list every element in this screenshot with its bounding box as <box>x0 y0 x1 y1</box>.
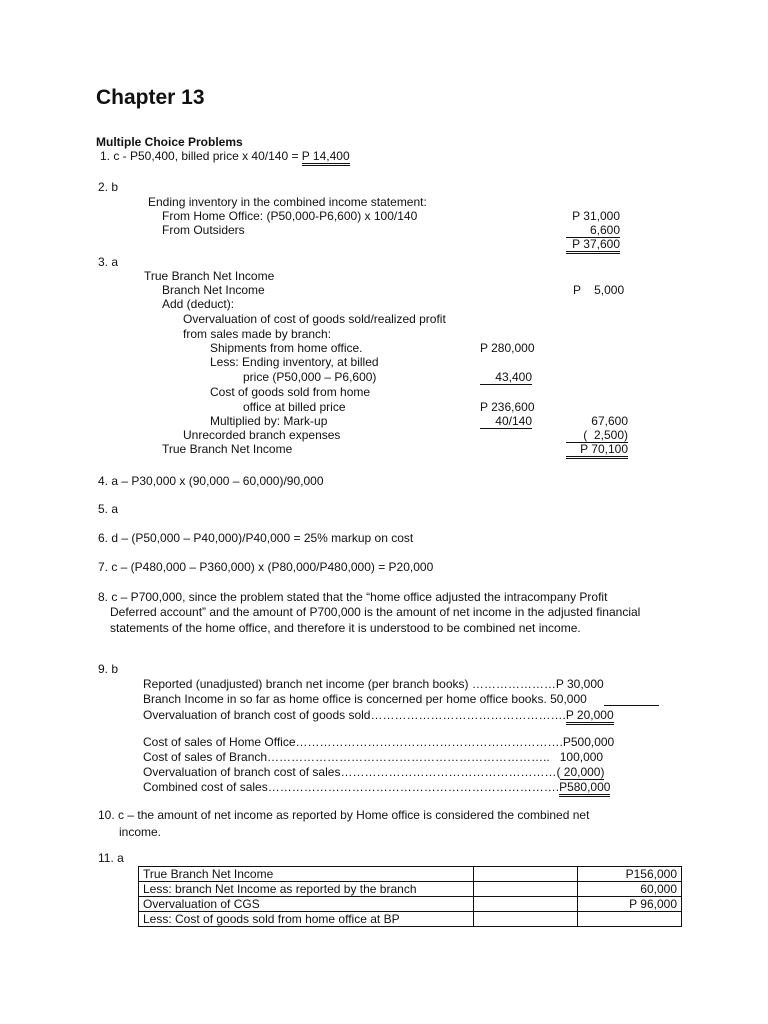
q9-overval: Overvaluation of branch cost of goods sold………………………………………….P 20,000 <box>143 708 614 722</box>
q9-overval-value: P 20,000 <box>566 708 614 725</box>
section-heading: Multiple Choice Problems <box>96 135 243 149</box>
q11-table <box>138 866 682 927</box>
table-cell: Overvaluation of CGS <box>139 897 474 912</box>
q3-overval-line2: from sales made by branch: <box>183 327 332 341</box>
q3-add-deduct: Add (deduct): <box>162 297 235 311</box>
q9-combined-value: P580,000 <box>559 780 610 797</box>
table-cell: P 96,000 <box>578 897 682 912</box>
table-cell: Less: branch Net Income as reported by the branch <box>139 882 474 897</box>
q9-branch-income: Branch Income in so far as home office is concerned per home office books. 50,000 <box>143 692 587 706</box>
q3-shipments-value: P 280,000 <box>480 341 535 355</box>
q3-cgs-label: Cost of goods sold from home <box>210 385 371 399</box>
q9-cs-home: Cost of sales of Home Office………………………………………………………….P500,000 <box>143 735 615 749</box>
q3-markup-result: 67,600 <box>591 414 628 428</box>
q3-branch-ni-value: P 5,000 <box>573 283 625 297</box>
table-cell <box>474 912 578 927</box>
table-cell: Less: Cost of goods sold from home office at BP <box>139 912 474 927</box>
q2-row2-value: 6,600 <box>566 223 620 238</box>
q3-less-end-inv: Less: Ending inventory, at billed <box>210 355 379 369</box>
q5-text: 5. a <box>98 502 119 516</box>
q3-branch-ni-label: Branch Net Income <box>162 283 265 297</box>
table-row <box>139 897 682 912</box>
q3-true-ni-label: True Branch Net Income <box>162 442 293 456</box>
q3-label: 3. a <box>98 255 119 269</box>
q2-heading: Ending inventory in the combined income statement: <box>148 195 427 209</box>
q3-price-value: 43,400 <box>480 370 532 385</box>
q3-unrecorded-value: ( 2,500) <box>566 428 628 443</box>
q6-text: 6. d – (P50,000 – P40,000)/P40,000 = 25% markup on cost <box>98 531 414 545</box>
q3-office-label: office at billed price <box>243 400 346 414</box>
q3-overval-line1: Overvaluation of cost of goods sold/realized profit <box>183 312 446 326</box>
q3-markup-value: 40/140 <box>480 414 532 429</box>
table-cell <box>474 882 578 897</box>
q9-cs-branch: Cost of sales of Branch…………………………………………………………….. 100,000 <box>143 750 604 764</box>
q8-line3: statements of the home office, and therefore it is understood to be combined net income. <box>110 621 581 635</box>
q10-line1: 10. c – the amount of net income as reported by Home office is considered the combined net <box>98 808 590 822</box>
q2-row1-value: P 31,000 <box>572 209 620 223</box>
q9-reported: Reported (unadjusted) branch net income (per branch books) …………………P 30,000 <box>143 677 604 691</box>
q9-label: 9. b <box>98 662 119 676</box>
q10-line2: income. <box>119 825 162 839</box>
q8-line2: Deferred account” and the amount of P700,000 is the amount of net income in the adjusted financial <box>110 605 641 619</box>
q2-row2-label: From Outsiders <box>162 223 245 237</box>
q3-unrecorded-label: Unrecorded branch expenses <box>183 428 341 442</box>
q3-heading: True Branch Net Income <box>144 269 275 283</box>
q7-text: 7. c – (P480,000 – P360,000) x (P80,000/P480,000) = P20,000 <box>98 560 434 574</box>
q4-text: 4. a – P30,000 x (90,000 – 60,000)/90,000 <box>98 474 324 488</box>
table-cell: 60,000 <box>578 882 682 897</box>
q3-office-value: P 236,600 <box>480 400 535 414</box>
table-row <box>139 882 682 897</box>
table-row <box>139 867 682 882</box>
q3-markup-label: Multiplied by: Mark-up <box>210 414 328 428</box>
q11-label: 11. a <box>98 851 124 865</box>
q3-price-label: price (P50,000 – P6,600) <box>243 370 377 384</box>
q9-overval-cs-value: 20,000) <box>560 765 605 779</box>
q8-line1: 8. c – P700,000, since the problem stated that the “home office adjusted the intracompany Profit <box>98 590 608 604</box>
q3-true-ni-value: P 70,100 <box>566 442 628 459</box>
table-cell <box>578 912 682 927</box>
table-cell <box>474 897 578 912</box>
table-cell <box>474 867 578 882</box>
page-title: Chapter 13 <box>96 86 205 109</box>
table-cell: P156,000 <box>578 867 682 882</box>
q2-row1-label: From Home Office: (P50,000-P6,600) x 100/140 <box>162 209 418 223</box>
table-row <box>139 912 682 927</box>
table-cell: True Branch Net Income <box>139 867 474 882</box>
q2-label: 2. b <box>98 180 119 194</box>
q3-shipments-label: Shipments from home office. <box>210 341 363 355</box>
q1-answer: P 14,400 <box>302 149 350 166</box>
q9-overval-cs: Overvaluation of branch cost of sales………………………………………………( 20,000) <box>143 765 605 779</box>
q9-combined: Combined cost of sales……………………………………………………………….P580,000 <box>143 780 610 794</box>
q2-total: P 37,600 <box>566 237 620 254</box>
q1-text: 1. c - P50,400, billed price x 40/140 = P 14,400 <box>100 149 350 163</box>
q9-branch-income-rule <box>604 705 659 706</box>
